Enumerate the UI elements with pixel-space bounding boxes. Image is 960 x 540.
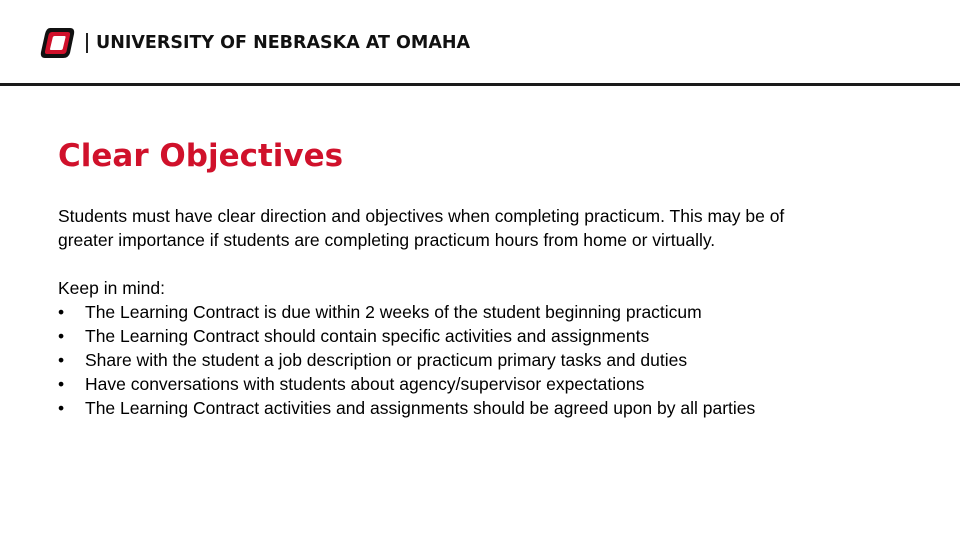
logo-divider [86, 33, 88, 53]
unomaha-o-logo-icon [40, 26, 76, 60]
intro-line-1: Students must have clear direction and objectives when completing practicum. This may be of [58, 206, 785, 226]
list-item [58, 324, 918, 348]
intro-line-2: greater importance if students are completing practicum hours from home or virtually. [58, 230, 716, 250]
slide-body [58, 204, 918, 420]
intro-paragraph [58, 204, 918, 252]
list-item-text: The Learning Contract is due within 2 weeks of the student beginning practicum [85, 302, 702, 322]
bullet-icon: • [58, 374, 65, 394]
bullet-icon: • [58, 302, 65, 322]
list-item [58, 396, 918, 420]
keep-in-mind-label: Keep in mind: [58, 278, 166, 298]
list-item [58, 300, 918, 324]
list-item-text: Have conversations with students about agency/supervisor expectations [85, 374, 645, 394]
list-item-text: Share with the student a job description or practicum primary tasks and duties [85, 350, 688, 370]
list-item-text: The Learning Contract activities and assignments should be agreed upon by all parties [85, 398, 756, 418]
slide-title: Clear Objectives [58, 138, 344, 174]
bullet-icon: • [58, 326, 65, 346]
university-name: UNIVERSITY OF NEBRASKA AT OMAHA [96, 33, 471, 53]
header-bar [0, 0, 960, 84]
list-item [58, 348, 918, 372]
bullet-icon: • [58, 398, 65, 418]
bullet-list [58, 300, 918, 420]
header-rule [0, 83, 960, 86]
list-item [58, 372, 918, 396]
list-item-text: The Learning Contract should contain specific activities and assignments [85, 326, 650, 346]
bullet-icon: • [58, 350, 65, 370]
